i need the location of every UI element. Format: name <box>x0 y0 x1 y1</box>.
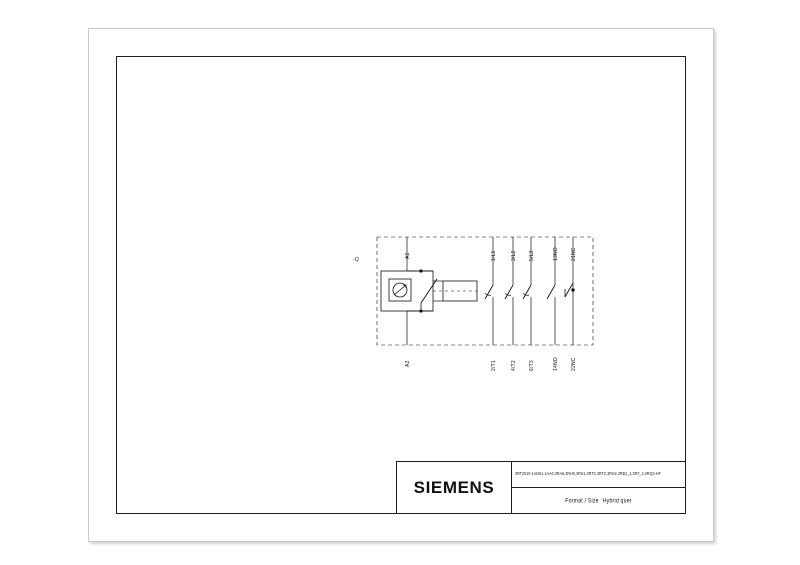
siemens-logo: SIEMENS <box>413 477 495 497</box>
terminal-label-4t2: 4/T2 <box>511 360 517 371</box>
schematic-svg <box>359 219 609 369</box>
terminal-label-14no: 14NO <box>553 357 559 371</box>
title-block <box>396 461 685 513</box>
terminal-label-21nc: 21NC <box>571 247 577 261</box>
format-row <box>512 488 685 513</box>
drawing-sheet <box>88 28 714 542</box>
contactor-schematic <box>353 219 609 371</box>
terminal-label-22nc: 22NC <box>571 357 577 371</box>
order-code-text: 3RT2015-1AN61-1AA0,3RA6,3RH0,3RH1,3RT0,3RT2,3RH2,3RB1_1,3RT_4,3RQ3-HF <box>515 470 661 476</box>
terminal-label-a1: A1 <box>405 252 411 259</box>
device-tag: -Q <box>353 257 359 263</box>
title-block-info <box>512 462 685 513</box>
format-value: Hybrid quer <box>602 496 632 505</box>
terminal-label-a2: A2 <box>405 360 411 367</box>
terminal-label-13no: 13NO <box>553 247 559 261</box>
terminal-label-5l3: 5/L3 <box>529 250 535 261</box>
terminal-label-6t3: 6/T3 <box>529 360 535 371</box>
format-label: Format / Size <box>565 496 599 505</box>
title-block-logo-cell <box>397 462 512 513</box>
terminal-label-2t1: 2/T1 <box>491 360 497 371</box>
terminal-label-1l1: 1/L1 <box>491 250 497 261</box>
order-code-row <box>512 462 685 488</box>
terminal-label-3l2: 3/L2 <box>511 250 517 261</box>
